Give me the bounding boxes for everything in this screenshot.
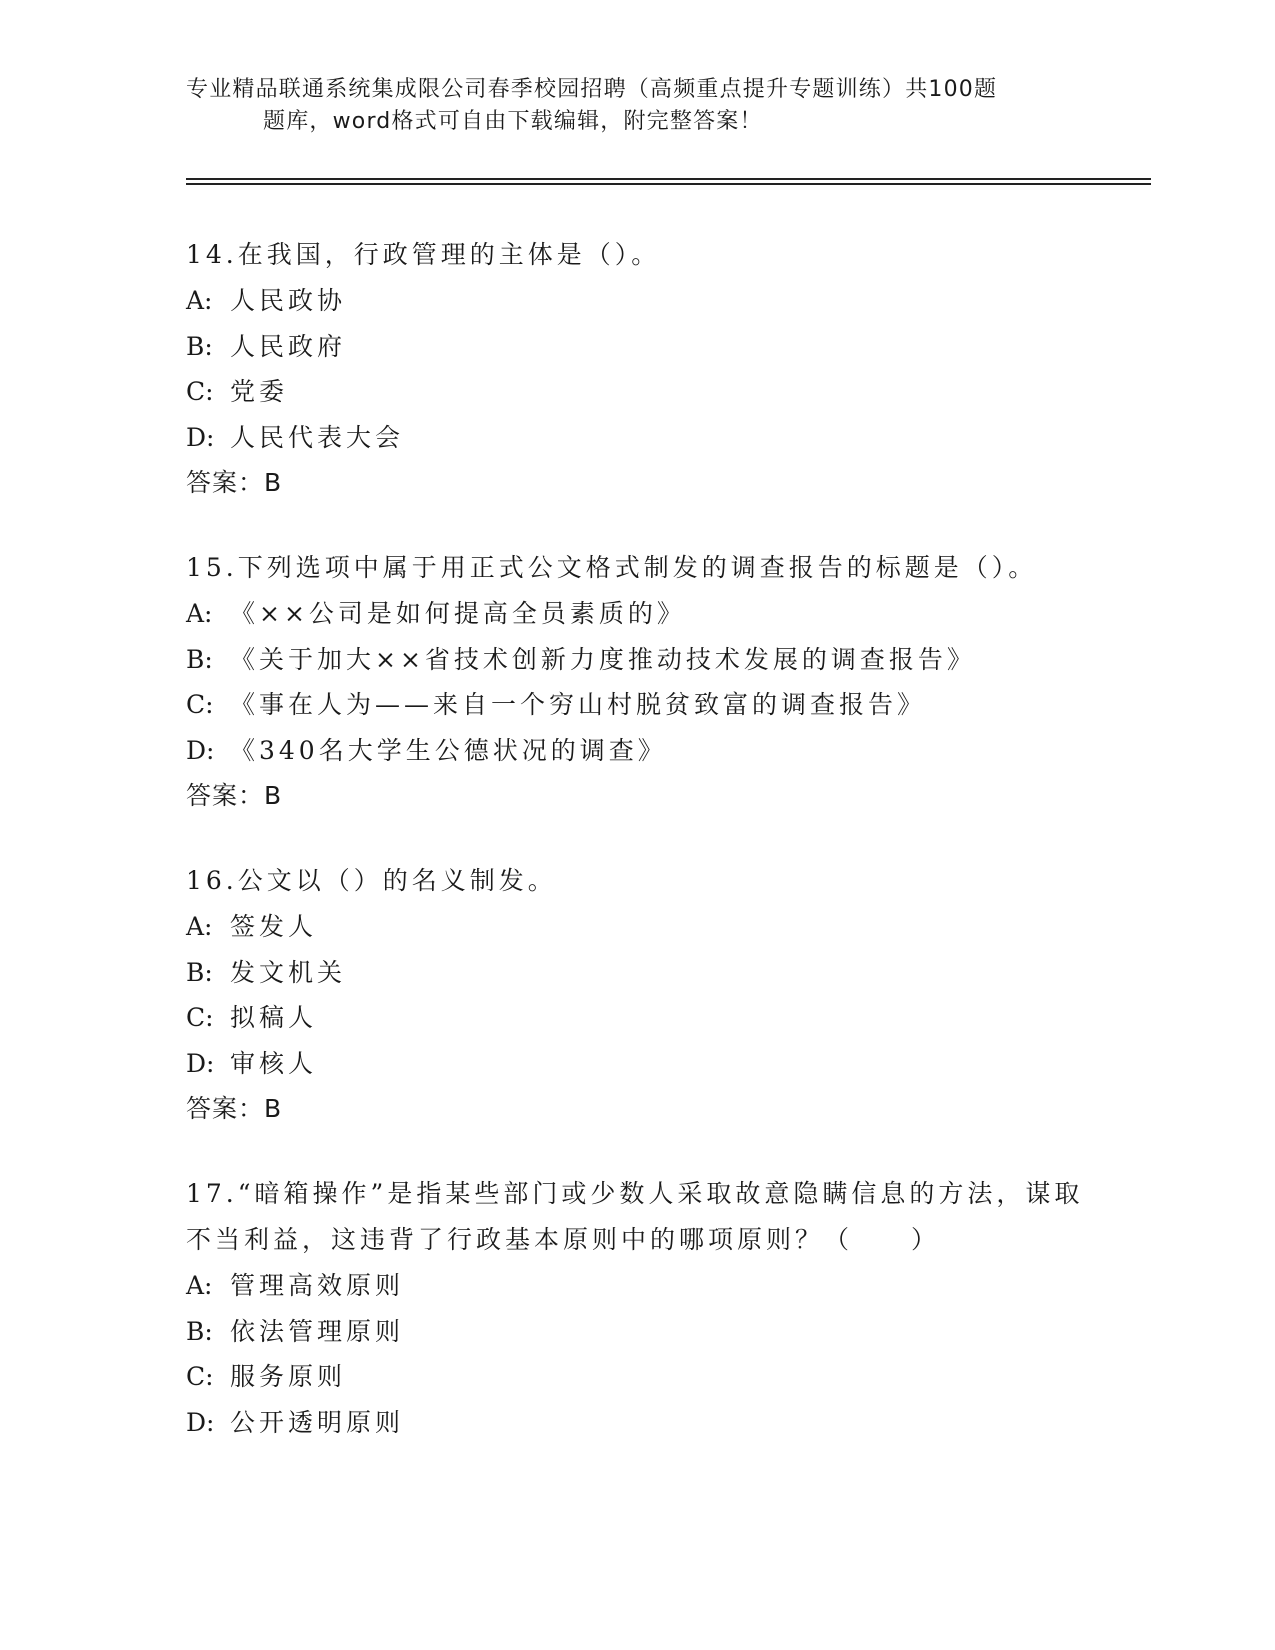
option-text: 《340名大学生公德状况的调查》 [230,735,667,765]
option-letter: B: [186,644,213,674]
option-b [186,324,1086,370]
header-title-line-2: 题库，word格式可自由下载编辑，附完整答案！ [263,109,763,134]
question-text: 17.“暗箱操作”是指某些部门或少数人采取故意隐瞒信息的方法，谋取不当利益，这违背了行政基本原则中的哪项原则？（ ） [186,1179,1084,1254]
option-letter: C: [186,377,214,406]
option-letter: D: [186,422,215,452]
question-14 [186,232,1086,506]
option-text: 签发人 [230,912,318,941]
option-letter: B: [186,1316,213,1346]
option-letter: A: [186,286,213,315]
option-c [186,682,1086,728]
option-letter: D: [186,1407,215,1437]
option-text: 审核人 [230,1048,318,1078]
option-b [186,1309,1086,1355]
option-a [186,591,1086,637]
question-16 [186,858,1086,1132]
option-text: 人民代表大会 [230,422,405,452]
option-text: 党委 [230,377,289,406]
option-text: 拟稿人 [230,1003,318,1032]
option-d [186,1400,1086,1446]
header-divider-bottom [186,183,1151,185]
option-c [186,369,1086,415]
header-divider-top [186,178,1151,180]
answer-text: 答案：B [186,781,283,810]
option-letter: D: [186,735,215,765]
option-b [186,950,1086,996]
question-text: 15.下列选项中属于用正式公文格式制发的调查报告的标题是（）。 [186,553,1038,582]
option-c [186,995,1086,1041]
header-title-line-1: 专业精品联通系统集成限公司春季校园招聘（高频重点提升专题训练）共100题 [186,77,998,102]
option-c [186,1354,1086,1400]
option-letter: A: [186,1271,213,1300]
option-d [186,1041,1086,1087]
option-letter: C: [186,1003,214,1032]
option-letter: C: [186,1362,214,1391]
document-header [186,74,1066,138]
question-15 [186,545,1086,819]
option-a [186,1263,1086,1309]
option-letter: A: [186,912,213,941]
option-a [186,904,1086,950]
option-text: 《××公司是如何提高全员素质的》 [230,599,686,628]
option-d [186,728,1086,774]
option-text: 依法管理原则 [230,1316,405,1346]
option-text: 人民政协 [230,286,347,315]
option-letter: B: [186,957,213,987]
option-b [186,637,1086,683]
option-text: 公开透明原则 [230,1407,405,1437]
question-text: 14.在我国，行政管理的主体是（）。 [186,240,661,269]
option-text: 发文机关 [230,957,347,987]
option-text: 管理高效原则 [230,1271,405,1300]
option-a [186,278,1086,324]
option-letter: B: [186,331,213,361]
question-17 [186,1171,1086,1445]
option-letter: A: [186,599,213,628]
answer-text: 答案：B [186,1094,283,1123]
answer-text: 答案：B [186,468,283,497]
option-text: 服务原则 [230,1362,347,1391]
option-text: 人民政府 [230,331,347,361]
question-text: 16.公文以（）的名义制发。 [186,866,557,895]
option-d [186,415,1086,461]
option-letter: D: [186,1048,215,1078]
question-list [186,232,1086,1484]
option-letter: C: [186,690,214,719]
option-text: 《事在人为——来自一个穷山村脱贫致富的调查报告》 [230,690,927,719]
option-text: 《关于加大××省技术创新力度推动技术发展的调查报告》 [230,644,976,674]
